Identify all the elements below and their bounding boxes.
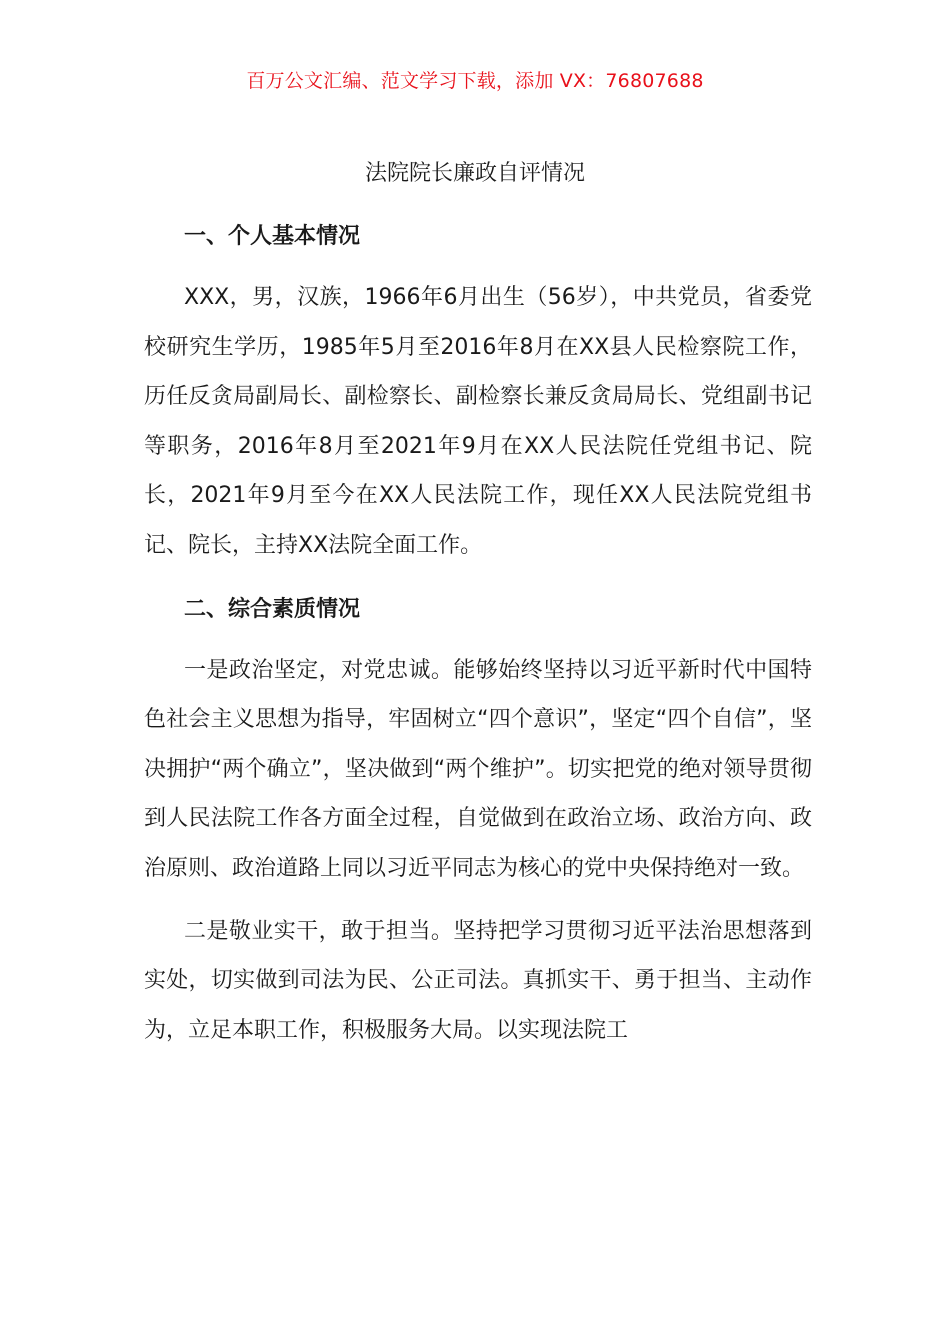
paragraph: XXX，男，汉族，1966年6月出生（56岁），中共党员，省委党校研究生学历，1985年5月至2016年8月在XX县人民检察院工作，历任反贪局副局长、副检察长、副检察长兼反贪局局长、党组副书记等职务，2016年8月至2021年9月在XX人民法院任党组书记、院长，2021年9月至今在XX人民法院工作，现任XX人民法院党组书记、院长，主持XX法院全面工作。 <box>144 285 812 558</box>
section-heading: 一、个人基本情况 <box>184 224 361 249</box>
section-quality <box>144 585 812 1056</box>
paragraph: 二是敬业实干，敢于担当。坚持把学习贯彻习近平法治思想落到实处，切实做到司法为民、公正司法。真抓实干、勇于担当、主动作为，立足本职工作，积极服务大局。以实现法院工 <box>144 918 812 1043</box>
section-heading: 二、综合素质情况 <box>184 596 361 622</box>
section-basic-info <box>144 212 812 571</box>
document-title: 法院院长廉政自评情况 <box>364 161 585 186</box>
paragraph: 一是政治坚定，对党忠诚。能够始终坚持以习近平新时代中国特色社会主义思想为指导，牢固树立“四个意识”，坚定“四个自信”，坚决拥护“两个确立”，坚决做到“两个维护”。切实把党的绝对领导贯彻到人民法院工作各方面全过程，自觉做到在政治立场、政治方向、政治原则、政治道路上同以习近平同志为核心的党中央保持绝对一致。 <box>144 657 812 881</box>
document-body <box>144 212 812 1055</box>
promo-banner: 百万公文汇编、范文学习下载，添加 VX：76807688 <box>246 70 704 92</box>
